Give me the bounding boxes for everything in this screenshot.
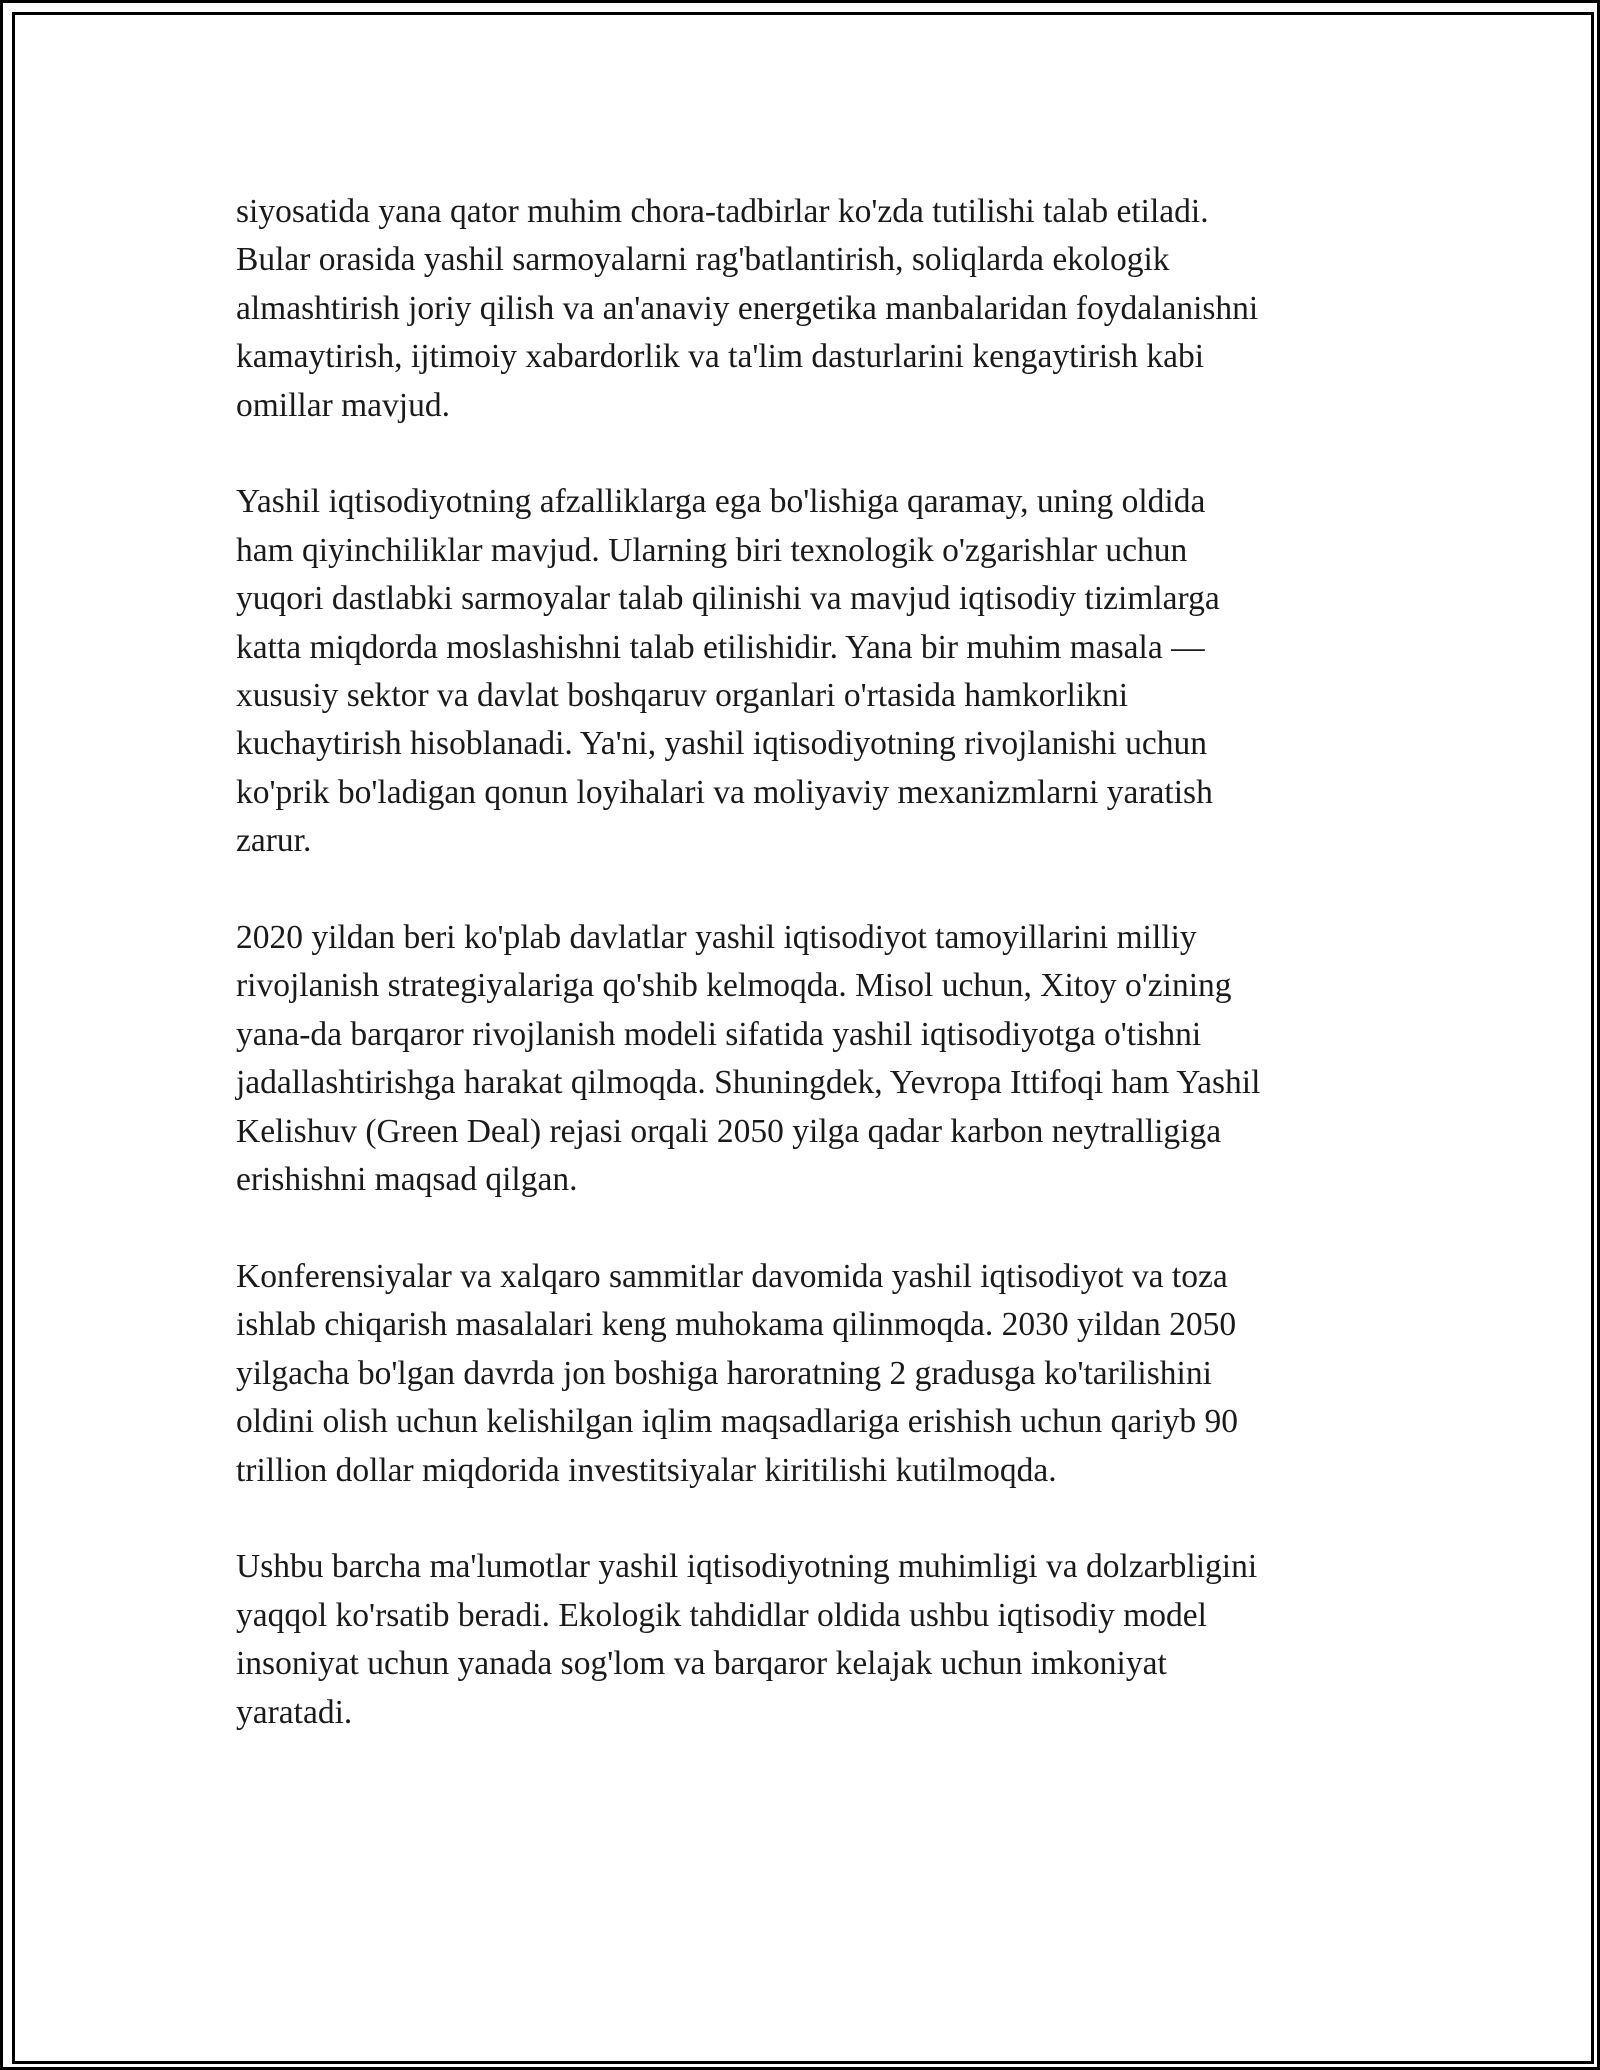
text-line: Bular orasida yashil sarmoyalarni rag'batlantirish, soliqlarda ekologik [236, 241, 1170, 279]
paragraph-5 [236, 1543, 1396, 1737]
paragraph-3 [236, 914, 1396, 1204]
text-line: katta miqdorda moslashishni talab etilishidir. Yana bir muhim masala — [236, 628, 1205, 666]
text-line: almashtirish joriy qilish va an'anaviy energetika manbalaridan foydalanishni [236, 289, 1259, 327]
text-line: ishlab chiqarish masalalari keng muhokama qilinmoqda. 2030 yildan 2050 [236, 1306, 1237, 1344]
text-line: ham qiyinchiliklar mavjud. Ularning biri texnologik o'zgarishlar uchun [236, 531, 1188, 569]
paragraph-4 [236, 1253, 1396, 1495]
paragraph-2 [236, 478, 1396, 865]
text-line: Yashil iqtisodiyotning afzalliklarga ega bo'lishiga qaramay, uning oldida [236, 483, 1206, 521]
text-line: omillar mavjud. [236, 386, 450, 424]
text-line: erishishni maqsad qilgan. [236, 1161, 578, 1199]
text-line: 2020 yildan beri ko'plab davlatlar yashil iqtisodiyot tamoyillarini milliy [236, 919, 1197, 957]
text-line: Ushbu barcha ma'lumotlar yashil iqtisodiyotning muhimligi va dolzarbligini [236, 1548, 1258, 1586]
document-body [236, 188, 1396, 1785]
text-line: kamaytirish, ijtimoiy xabardorlik va ta'lim dasturlarini kengaytirish kabi [236, 338, 1205, 376]
text-line: Kelishuv (Green Deal) rejasi orqali 2050 yilga qadar karbon neytralligiga [236, 1112, 1222, 1150]
text-line: yuqori dastlabki sarmoyalar talab qilinishi va mavjud iqtisodiy tizimlarga [236, 580, 1220, 618]
text-line: insoniyat uchun yanada sog'lom va barqaror kelajak uchun imkoniyat [236, 1645, 1167, 1683]
text-line: rivojlanish strategiyalariga qo'shib kelmoqda. Misol uchun, Xitoy o'zining [236, 967, 1232, 1005]
text-line: trillion dollar miqdorida investitsiyalar kiritilishi kutilmoqda. [236, 1451, 1057, 1489]
text-line: ko'prik bo'ladigan qonun loyihalari va moliyaviy mexanizmlarni yaratish [236, 773, 1213, 811]
text-line: siyosatida yana qator muhim chora-tadbirlar ko'zda tutilishi talab etiladi. [236, 193, 1209, 230]
text-line: yaqqol ko'rsatib beradi. Ekologik tahdidlar oldida ushbu iqtisodiy model [236, 1596, 1207, 1634]
paragraph-1 [236, 188, 1396, 430]
text-line: zarur. [236, 822, 312, 860]
text-line: xususiy sektor va davlat boshqaruv organlari o'rtasida hamkorlikni [236, 677, 1129, 715]
text-line: yana-da barqaror rivojlanish modeli sifatida yashil iqtisodiyotga o'tishni [236, 1015, 1202, 1053]
text-line: yilgacha bo'lgan davrda jon boshiga haroratning 2 gradusga ko'tarilishini [236, 1354, 1212, 1392]
text-line: oldini olish uchun kelishilgan iqlim maqsadlariga erishish uchun qariyb 90 [236, 1403, 1239, 1441]
text-line: yaratadi. [236, 1693, 353, 1731]
text-line: kuchaytirish hisoblanadi. Ya'ni, yashil iqtisodiyotning rivojlanishi uchun [236, 725, 1207, 763]
text-line: jadallashtirishga harakat qilmoqda. Shuningdek, Yevropa Ittifoqi ham Yashil [236, 1064, 1261, 1102]
text-line: Konferensiyalar va xalqaro sammitlar davomida yashil iqtisodiyot va toza [236, 1257, 1228, 1295]
